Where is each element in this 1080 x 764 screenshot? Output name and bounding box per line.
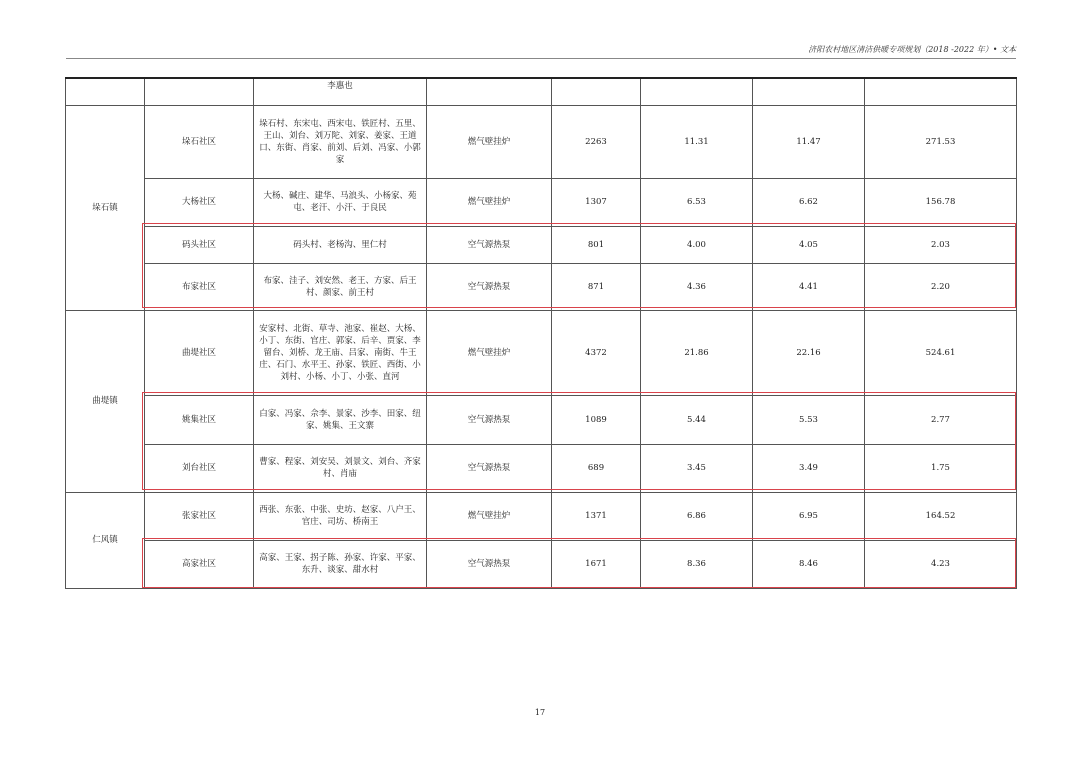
community-cell: 曲堤社区 [145,310,254,395]
community-cell [145,78,254,105]
community-cell: 高家社区 [145,540,254,588]
method-cell: 燃气壁挂炉 [427,310,552,395]
villages-cell: 安家村、北街、草寺、池家、崔赵、大杨、小丁、东街、官庄、郭家、后辛、贾家、李留台、刘桥、龙王庙、吕家、南街、牛王庄、石门、水平王、孙家、铁匠、西街、小刘村、小杨、小丁、小张、直河 [254,310,427,395]
table-row [66,395,1017,444]
value-cell: 156.78 [865,178,1017,226]
town-cell [66,78,145,105]
method-cell: 燃气壁挂炉 [427,178,552,226]
header-rule [66,58,1016,59]
value-cell: 21.86 [641,310,753,395]
value-cell: 2.77 [865,395,1017,444]
villages-cell: 李惠也 [254,78,427,105]
table-row [66,105,1017,178]
running-header: 济阳农村地区清洁供暖专项规划（2018 -2022 年）• 文本 [808,45,1016,54]
value-cell: 11.31 [641,105,753,178]
table-row [66,310,1017,395]
households-cell: 1089 [552,395,641,444]
value-cell: 11.47 [753,105,865,178]
value-cell: 271.53 [865,105,1017,178]
value-cell: 5.44 [641,395,753,444]
community-cell: 刘台社区 [145,444,254,492]
value-cell: 2.03 [865,226,1017,263]
community-cell: 垛石社区 [145,105,254,178]
table-row-continuation [66,78,1017,105]
table-row [66,226,1017,263]
value-cell: 2.20 [865,263,1017,310]
value-cell: 6.53 [641,178,753,226]
households-cell: 689 [552,444,641,492]
table-row [66,178,1017,226]
households-cell: 4372 [552,310,641,395]
households-cell: 801 [552,226,641,263]
town-cell: 仁风镇 [66,492,145,588]
value-cell: 4.05 [753,226,865,263]
villages-cell: 白家、冯家、佘李、景家、沙李、田家、纽家、姚集、王文寨 [254,395,427,444]
table-row [66,444,1017,492]
villages-cell: 高家、王家、拐子陈、孙家、许家、平家、东升、谈家、甜水村 [254,540,427,588]
value-cell: 4.00 [641,226,753,263]
villages-cell: 垛石村、东宋屯、西宋屯、铁匠村、五里、王山、刘台、刘万陀、刘家、姜家、王道口、东街、肖家、前刘、后刘、冯家、小郭家 [254,105,427,178]
value-cell [753,78,865,105]
value-cell [641,78,753,105]
households-cell: 2263 [552,105,641,178]
value-cell: 8.46 [753,540,865,588]
value-cell: 22.16 [753,310,865,395]
table-row [66,492,1017,540]
households-cell [552,78,641,105]
value-cell: 4.36 [641,263,753,310]
villages-cell: 大杨、碱庄、建华、马浪头、小杨家、苑屯、老汗、小汗、于良民 [254,178,427,226]
households-cell: 1307 [552,178,641,226]
town-cell: 垛石镇 [66,105,145,310]
households-cell: 1371 [552,492,641,540]
method-cell: 燃气壁挂炉 [427,105,552,178]
villages-cell: 码头村、老杨沟、里仁村 [254,226,427,263]
table-row [66,540,1017,588]
value-cell: 6.62 [753,178,865,226]
value-cell: 4.23 [865,540,1017,588]
value-cell: 1.75 [865,444,1017,492]
community-cell: 大杨社区 [145,178,254,226]
value-cell: 3.49 [753,444,865,492]
value-cell: 524.61 [865,310,1017,395]
method-cell [427,78,552,105]
method-cell: 空气源热泵 [427,444,552,492]
page-number: 17 [534,708,546,717]
method-cell: 空气源热泵 [427,226,552,263]
villages-cell: 布家、洼子、刘安然、老王、方家、后王村、颜家、前王村 [254,263,427,310]
community-cell: 张家社区 [145,492,254,540]
households-cell: 1671 [552,540,641,588]
value-cell: 164.52 [865,492,1017,540]
value-cell: 8.36 [641,540,753,588]
method-cell: 空气源热泵 [427,395,552,444]
value-cell: 3.45 [641,444,753,492]
method-cell: 空气源热泵 [427,263,552,310]
table-row [66,263,1017,310]
value-cell: 5.53 [753,395,865,444]
value-cell: 4.41 [753,263,865,310]
value-cell: 6.95 [753,492,865,540]
value-cell [865,78,1017,105]
community-cell: 码头社区 [145,226,254,263]
method-cell: 燃气壁挂炉 [427,492,552,540]
community-cell: 姚集社区 [145,395,254,444]
town-cell: 曲堤镇 [66,310,145,492]
villages-cell: 曹家、程家、刘安吴、刘景文、刘台、齐家村、肖庙 [254,444,427,492]
community-cell: 布家社区 [145,263,254,310]
villages-cell: 西张、东张、中张、史坊、赵家、八户王、官庄、司坊、桥南王 [254,492,427,540]
value-cell: 6.86 [641,492,753,540]
households-cell: 871 [552,263,641,310]
method-cell: 空气源热泵 [427,540,552,588]
heating-plan-table [65,77,1017,589]
